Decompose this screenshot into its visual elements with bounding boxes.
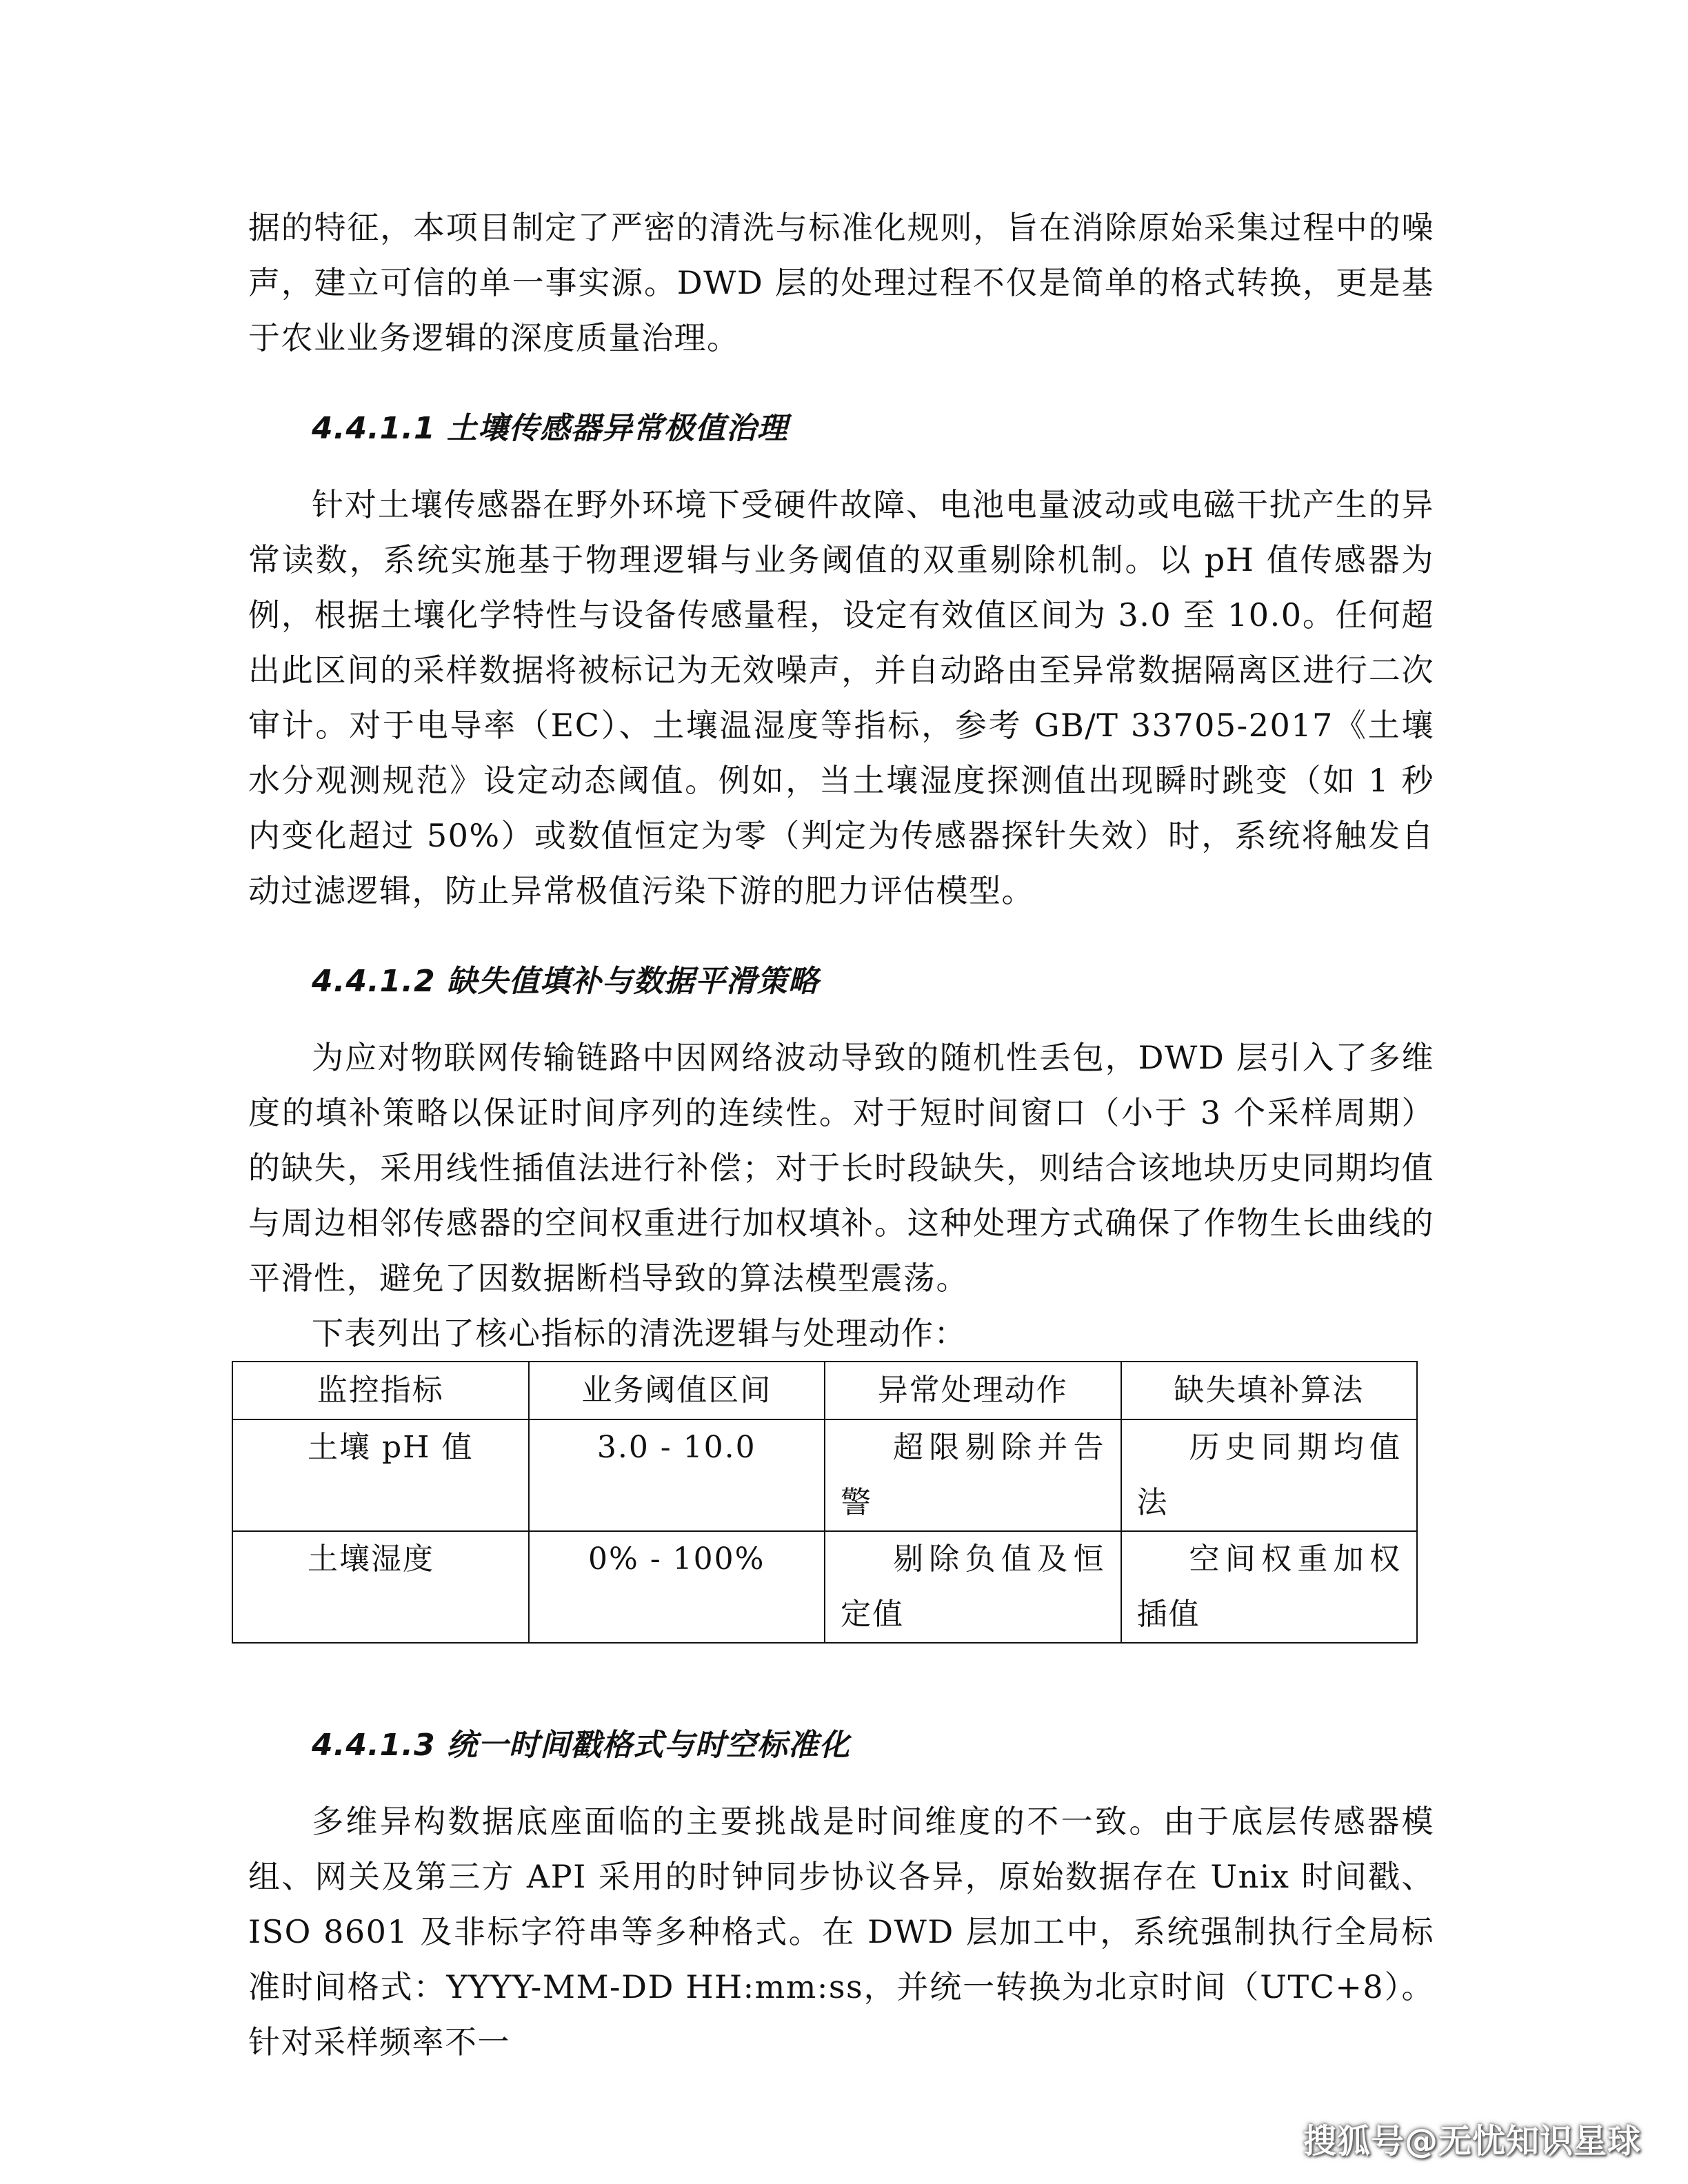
document-page (248, 200, 1434, 2070)
table-cell: 历史同期均值法 (1121, 1419, 1418, 1531)
table-row (232, 1419, 1417, 1531)
cleaning-rules-table (232, 1361, 1418, 1644)
table-header-cell: 监控指标 (232, 1362, 529, 1419)
section-2-paragraph: 为应对物联网传输链路中因网络波动导致的随机性丢包，DWD 层引入了多维度的填补策略以保证时间序列的连续性。对于短时间窗口（小于 3 个采样周期）的缺失，采用线性插值法进行补偿；对于长时段缺失，则结合该地块历史同期均值与周边相邻传感器的空间权重进行加权填补。这种处理方式确保了作物生长曲线的平滑性，避免了因数据断档导致的算法模型震荡。 (248, 1039, 1434, 1297)
section-heading-4-4-1-3: 4.4.1.3 统一时间戳格式与时空标准化 (312, 1728, 850, 1763)
table-cell: 土壤 pH 值 (232, 1419, 529, 1531)
table-cell: 空间权重加权插值 (1121, 1531, 1418, 1643)
table-cell: 0% - 100% (529, 1531, 825, 1643)
table-cell: 超限剔除并告警 (825, 1419, 1121, 1531)
table-cell: 土壤湿度 (232, 1531, 529, 1643)
table-header-row (232, 1362, 1417, 1419)
table-cell: 3.0 - 10.0 (529, 1419, 825, 1531)
table-row (232, 1531, 1417, 1643)
watermark: 搜狐号@无忧知识星球 (1303, 2122, 1641, 2161)
table-header-cell: 业务阈值区间 (529, 1362, 825, 1419)
intro-paragraph: 据的特征，本项目制定了严密的清洗与标准化规则，旨在消除原始采集过程中的噪声，建立可信的单一事实源。DWD 层的处理过程不仅是简单的格式转换，更是基于农业业务逻辑的深度质量治理。 (248, 209, 1434, 356)
table-header-cell: 异常处理动作 (825, 1362, 1121, 1419)
table-header-cell: 缺失填补算法 (1121, 1362, 1418, 1419)
section-heading-4-4-1-2: 4.4.1.2 缺失值填补与数据平滑策略 (312, 964, 819, 999)
table-intro-text: 下表列出了核心指标的清洗逻辑与处理动作： (312, 1315, 967, 1352)
section-1-paragraph: 针对土壤传感器在野外环境下受硬件故障、电池电量波动或电磁干扰产生的异常读数，系统实施基于物理逻辑与业务阈值的双重剔除机制。以 pH 值传感器为例，根据土壤化学特性与设备传感量程，设定有效值区间为 3.0 至 10.0。任何超出此区间的采样数据将被标记为无效噪声，并自动路由至异常数据隔离区进行二次审计。对于电导率（EC）、土壤温湿度等指标，参考 GB/T 33705-2017《土壤水分观测规范》设定动态阈值。例如，当土壤湿度探测值出现瞬时跳变（如 1 秒内变化超过 50%）或数值恒定为零（判定为传感器探针失效）时，系统将触发自动过滤逻辑，防止异常极值污染下游的肥力评估模型。 (248, 486, 1434, 909)
section-3-paragraph: 多维异构数据底座面临的主要挑战是时间维度的不一致。由于底层传感器模组、网关及第三方 API 采用的时钟同步协议各异，原始数据存在 Unix 时间戳、ISO 8601 及非标字符串等多种格式。在 DWD 层加工中，系统强制执行全局标准时间格式：YYYY-MM-DD HH:mm:ss，并统一转换为北京时间（UTC+8）。针对采样频率不一 (248, 1803, 1434, 2061)
table-cell: 剔除负值及恒定值 (825, 1531, 1121, 1643)
section-heading-4-4-1-1: 4.4.1.1 土壤传感器异常极值治理 (312, 411, 788, 446)
